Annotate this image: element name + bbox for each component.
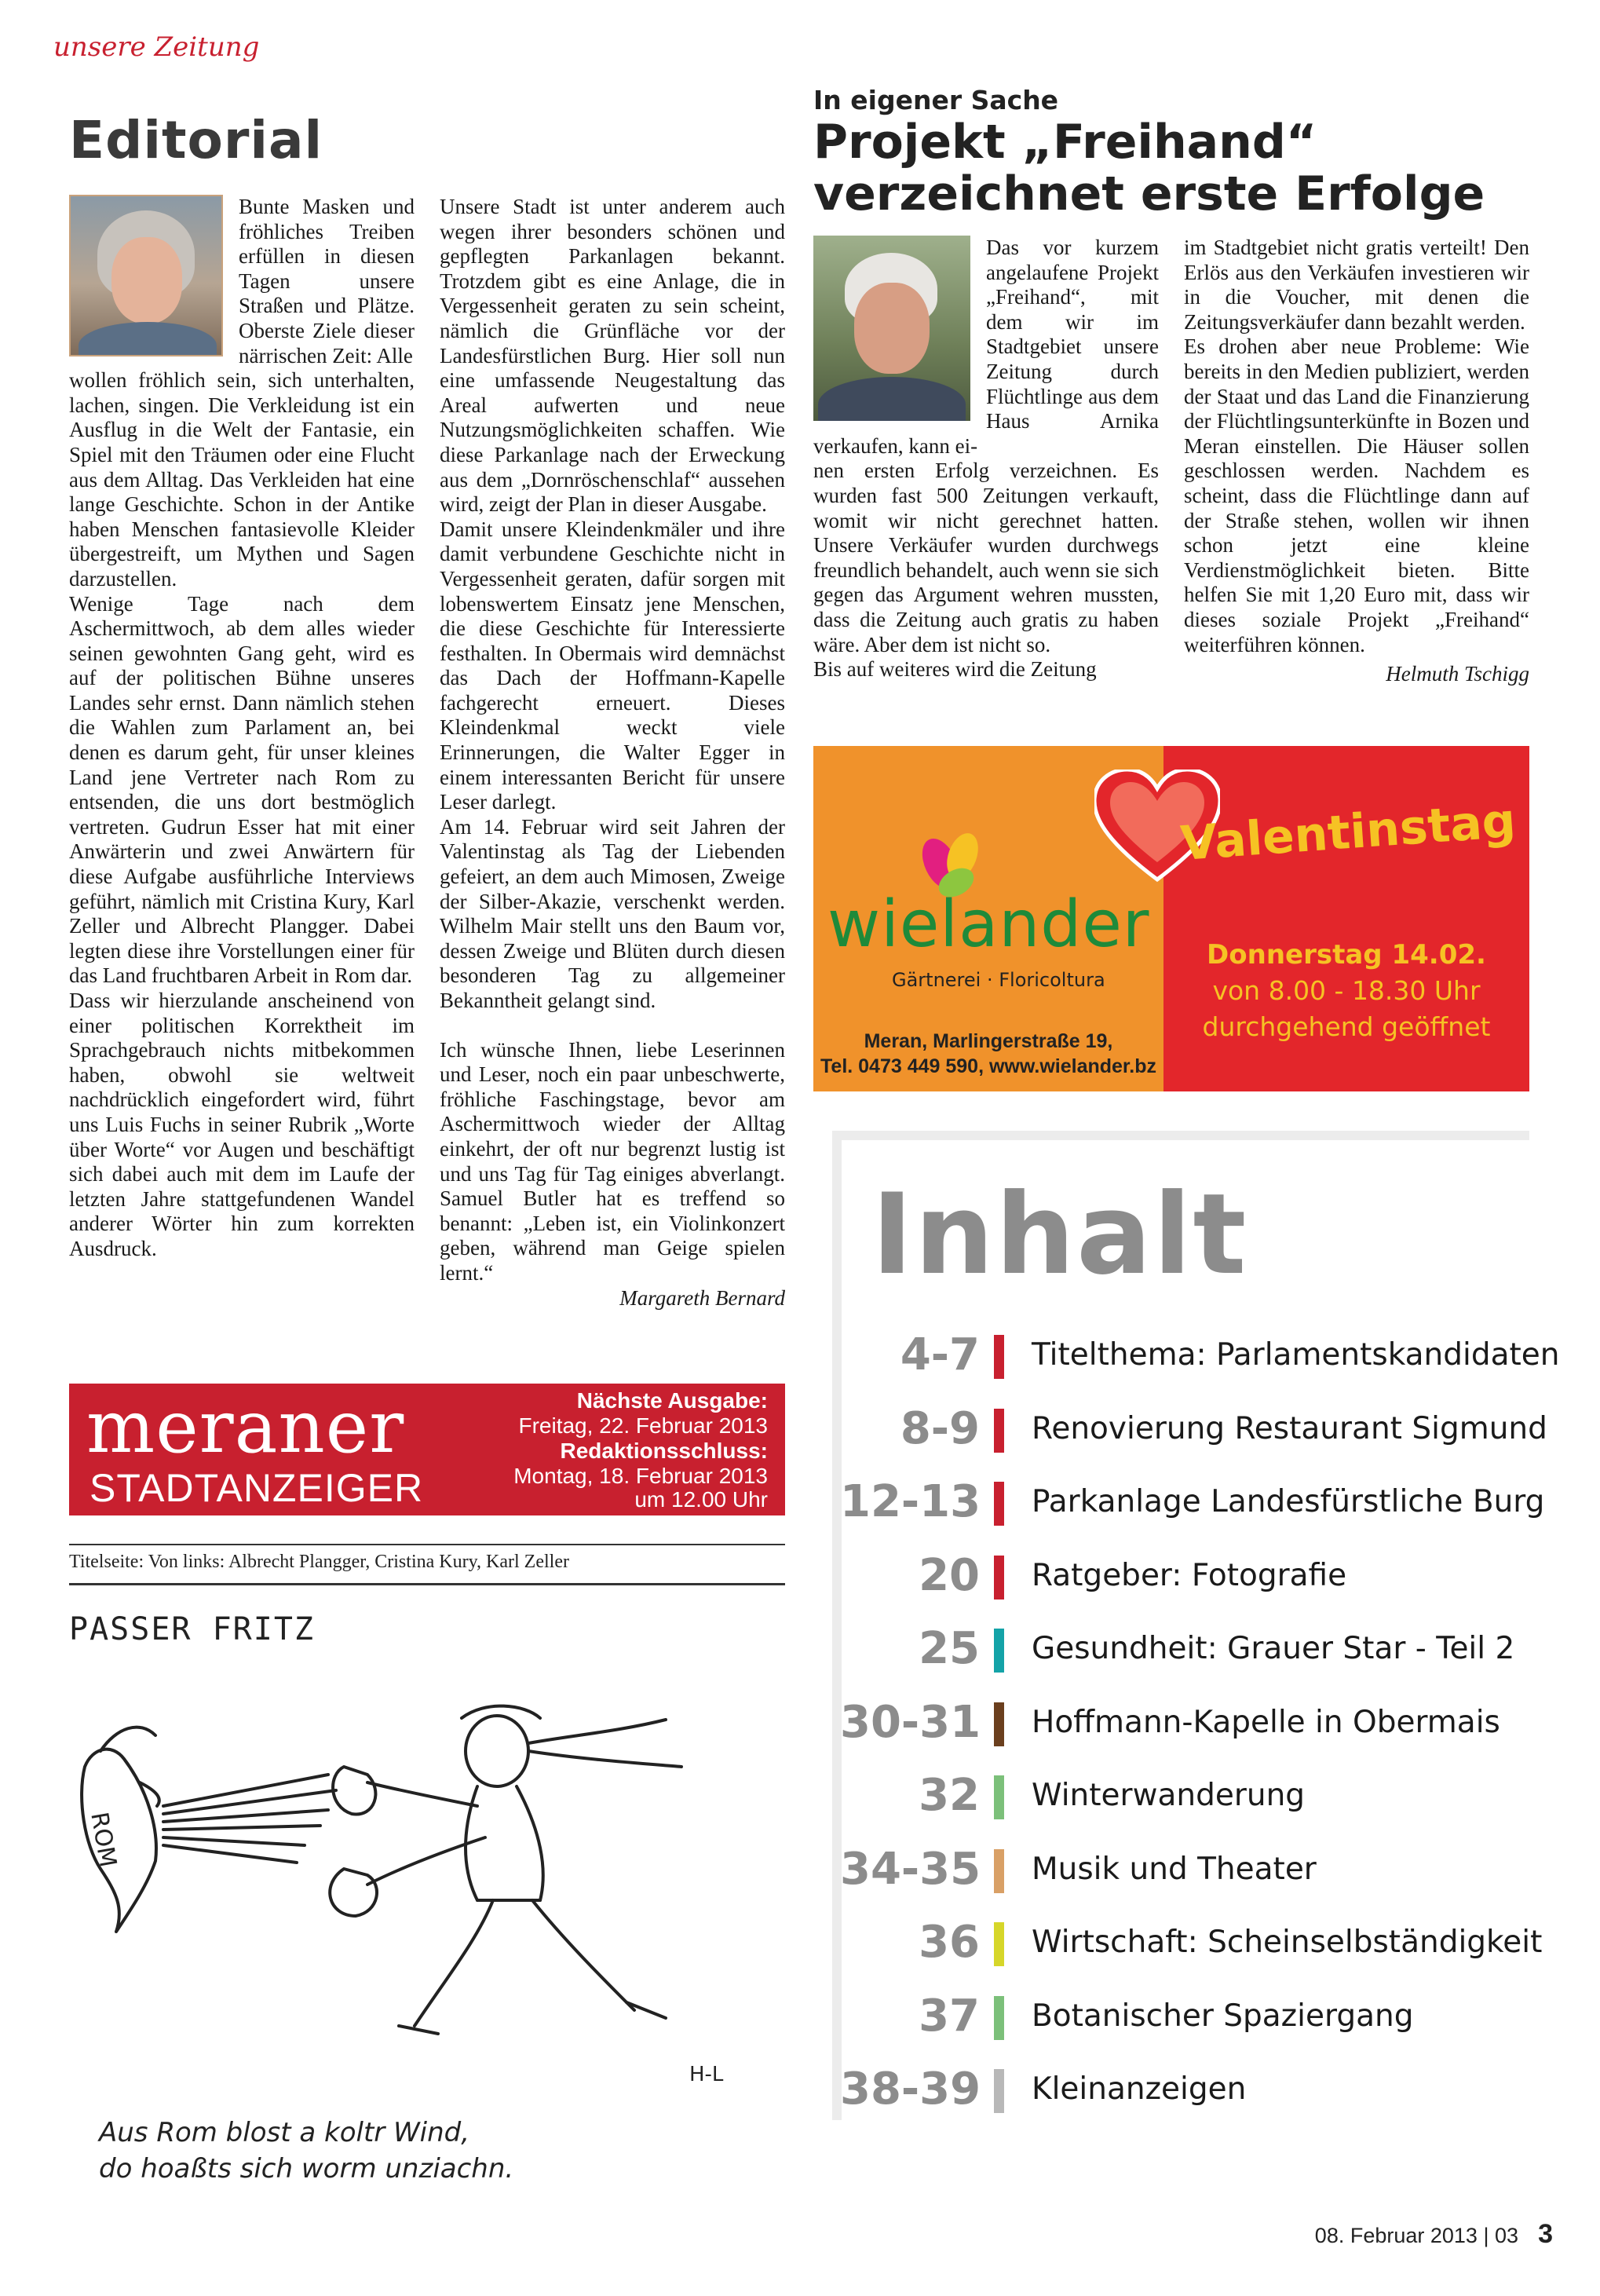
ad-headline: Valentinstag (1178, 793, 1518, 872)
toc-item-color-bar (994, 1775, 1004, 1819)
editorial-signature: Margareth Bernard (619, 1285, 785, 1310)
page-number: 3 (1538, 2219, 1553, 2249)
next-issue-label: Nächste Ausgabe: (576, 1388, 768, 1413)
toc-item-label: Titelthema: Parlamentskandidaten (1032, 1337, 1560, 1373)
toc-item-pages: 8-9 (900, 1402, 980, 1454)
editorial-para-2: Wenige Tage nach dem Aschermittwoch, ab dem alles wieder seinen gewohnten Gang geht, wird es auf der politischen Bühne unseres Landes sehr ernst. Dann nämlich stehen die Wahlen zum Parlament an, bei denen es darum geht, für unser kleines Land jene Vertreter nach Rom zu entsenden, die uns dort bestmöglich vertreten. Gudrun Esser hat mit einer Anwärterin und zwei Anwärtern für diese Aufgabe ausführliche Interviews geführt, nämlich mit Cristina Kury, Karl Zeller und Albrecht Plangger. Dabei legten diese ihre Vorstellungen einer für das Land fruchtbaren Arbeit in Rom dar. (69, 591, 415, 988)
portrait-body (79, 322, 217, 356)
project-kicker: In eigener Sache (813, 85, 1059, 115)
toc-item[interactable] (840, 1618, 1547, 1680)
editorial-para-5: Damit unsere Kleindenkmäler und ihre damit verbundene Geschichte nicht in Vergessenheit geraten, dafür sorgen mit lobenswertem Einsatz jene Menschen, die diese Geschichte für Interessierte festhalten. In Obermais wird demnächst das Dach der Hoffmann-Kapelle fachgerecht erneuert. Dieses Kleindenkmal weckt viele Erinnerungen, die Walter Egger in einem interessanten Bericht für unsere Leser darlegt. (440, 517, 785, 814)
ad-date: Donnerstag 14.02. (1207, 939, 1486, 971)
cartoon-monogram: H-L (689, 2063, 724, 2086)
project-signature: Helmuth Tschigg (1386, 662, 1529, 686)
project-para-2: Bis auf weiteres wird die Zeitung (813, 657, 1097, 682)
portrait-face (111, 237, 182, 324)
toc-item[interactable] (840, 1324, 1560, 1387)
project-column-1 (813, 236, 1159, 682)
editorial-para-6: Am 14. Februar wird seit Jahren der Valentinstag als Tag der Liebenden gefeiert, an dem auch Mimosen, Zweige der Silber-Akazie, verschenkt werden. Wilhelm Mair stellt uns den Baum vor, dessen Zweige und Blüten durch diesen besonderen Tag zu allgemeiner Bekanntheit gelangt sind. (440, 814, 785, 1012)
toc-item[interactable] (840, 1985, 1547, 2048)
toc-item[interactable] (840, 1691, 1547, 1754)
ad-address: Meran, Marlingerstraße 19, (864, 1030, 1113, 1052)
next-issue-date: Freitag, 22. Februar 2013 (518, 1413, 768, 1438)
masthead-box (69, 1384, 785, 1515)
toc-item[interactable] (840, 1764, 1547, 1827)
ad-open: durchgehend geöffnet (1202, 1011, 1491, 1042)
toc-item[interactable] (840, 1911, 1547, 1974)
toc-item-label: Gesundheit: Grauer Star - Teil 2 (1032, 1631, 1515, 1666)
editorial-column-1 (69, 195, 415, 1262)
ad-brand-subtitle: Gärtnerei · Floricoltura (892, 969, 1105, 991)
editorial-para-7: Ich wünsche Ihnen, liebe Leserinnen und Leser, noch ein paar unbeschwerte, fröhliche Faschingstage, bevor am Aschermittwoch wieder der Alltag einkehrt, der oft nur begrenzt lustig ist und uns Tag für Tag einiges abverlangt. Samuel Butler hat es treffend so benannt: „Leben ist, ein Violinkonzert geben, während man Geige spielen lernt.“ (440, 1037, 785, 1285)
project-title-line-1: Projekt „Freihand“ (813, 115, 1317, 170)
cartoon-title: PASSER FRITZ (69, 1611, 315, 1647)
toc-item-label: Wirtschaft: Scheinselbständigkeit (1032, 1925, 1543, 1960)
toc-item-pages: 38-39 (840, 2064, 981, 2115)
toc-item-label: Kleinanzeigen (1032, 2071, 1247, 2107)
toc-item-color-bar (994, 1849, 1004, 1893)
ad-brand: wielander (827, 887, 1150, 962)
toc-item-color-bar (994, 1702, 1004, 1746)
editorial-author-photo (69, 195, 223, 356)
toc-item-color-bar (994, 1335, 1004, 1379)
toc-item[interactable] (840, 1838, 1547, 1901)
project-title-line-2: verzeichnet erste Erfolge (813, 166, 1485, 221)
toc-item-color-bar (994, 1556, 1004, 1600)
toc-item-label: Ratgeber: Fotografie (1032, 1557, 1347, 1593)
deadline-label: Redaktionsschluss: (560, 1439, 768, 1463)
toc-item-label: Parkanlage Landesfürstliche Burg (1032, 1484, 1545, 1519)
ad-phone: Tel. 0473 449 590, www.wielander.bz (820, 1055, 1156, 1077)
project-column-2 (1184, 236, 1529, 687)
toc-item[interactable] (840, 1398, 1547, 1461)
toc-item-color-bar (994, 1996, 1004, 2040)
toc-item-pages: 25 (919, 1623, 980, 1674)
toc-item-label: Musik und Theater (1032, 1851, 1317, 1887)
toc-title: Inhalt (871, 1170, 1248, 1300)
toc-item-color-bar (994, 2069, 1004, 2113)
cartoon-caption-2: do hoaßts sich worm unziachn. (99, 2153, 514, 2184)
toc-item-pages: 34-35 (840, 1843, 981, 1895)
toc-item-pages: 4-7 (900, 1329, 980, 1380)
cover-caption: Titelseite: Von links: Albrecht Plangger, Cristina Kury, Karl Zeller (69, 1552, 569, 1572)
toc-item-color-bar (994, 1409, 1004, 1453)
project-intro-text: Das vor kurzem angelaufene Projekt „Freihand“, mit dem wir im Stadtgebiet unsere Zeitung durch Flüchtlinge aus dem Haus Arnika verkaufen, kann ei- (813, 236, 1159, 458)
toc-item-color-bar (994, 1482, 1004, 1526)
toc-item-color-bar (994, 1629, 1004, 1673)
project-para-1: nen ersten Erfolg verzeichnen. Es wurden fast 500 Zeitungen verkauft, womit wir nicht gerechnet hatten. Unsere Verkäufer wurden durchwegs freundlich behandelt, auch wenn sie sich gegen das Argument wehren mussten, dass die Zeitung auch gratis zu haben wäre. Aber dem ist nicht so. (813, 459, 1159, 656)
project-para-3: im Stadtgebiet nicht gratis verteilt! Den Erlös aus den Verkäufen investieren wir in die Voucher, mit denen die Zeitungsverkäufer dann bezahlt werden. (1184, 236, 1529, 334)
editorial-para-1: wollen fröhlich sein, sich unterhalten, lachen, singen. Die Verkleidung ist ein Ausflug in die Welt der Fantasie, ein Spiel mit den Träumen oder eine Flucht aus dem Alltag. Das Verkleiden hat eine lange Geschichte. Schon in der Antike haben Menschen fantasievolle Kleider übergestreift, um Mythen und Sagen darzustellen. (69, 368, 415, 590)
toc-item-label: Winterwanderung (1032, 1778, 1306, 1813)
deadline-date: Montag, 18. Februar 2013 (513, 1464, 768, 1488)
header-logo: unsere Zeitung (53, 31, 260, 63)
cover-caption-rule (69, 1544, 785, 1545)
portrait-body (818, 377, 966, 421)
masthead-brand: meraner (86, 1385, 405, 1469)
editorial-para-3: Dass wir hierzulande anscheinend von einer politischen Korrektheit im Sprachgebrauch nichts mitbekommen haben, obwohl sie weltweit nachdrücklich eingefordert wird, führt uns Luis Fuchs in seiner Rubrik „Worte über Worte“ vor Augen und beschäftigt sich dabei auch mit dem im Laufe der letzten Jahre stattgefundenen Wandel anderer Wörter hin zum korrekten Ausdruck. (69, 989, 415, 1260)
editorial-intro-text: Bunte Masken und fröhliches Treiben erfüllen in diesen Tagen unsere Straßen und Plätze. Oberste Ziele dieser närrischen Zeit: Alle (239, 195, 415, 367)
toc-item[interactable] (840, 2058, 1547, 2121)
ad-hours: von 8.00 - 18.30 Uhr (1212, 975, 1481, 1006)
toc-item-label: Botanischer Spaziergang (1032, 1998, 1414, 2034)
editorial-column-2 (440, 195, 785, 1311)
cover-caption-rule-bottom (69, 1583, 785, 1585)
toc-item-pages: 20 (919, 1549, 980, 1601)
cartoon-caption-1: Aus Rom blost a koltr Wind, (99, 2117, 470, 2148)
portrait-face (854, 283, 930, 374)
toc-item[interactable] (840, 1545, 1547, 1607)
deadline-time: um 12.00 Uhr (634, 1487, 768, 1512)
wielander-ad[interactable] (813, 746, 1529, 1091)
project-para-4: Es drohen aber neue Probleme: Wie bereits in den Medien publiziert, werden der Staat und das Land die Finanzierung der Flüchtlingsunterkünfte in Bozen und Meran einstellen. Die Häuser sollen geschlossen werden. Nachdem es scheint, dass die Flüchtlinge dann auf der Straße stehen, wollen wir ihnen schon jetzt eine kleine Verdienstmöglichkeit bieten. Bitte helfen Sie mit 1,20 Euro mit, dass wir dieses soziale Projekt „Freihand“ weiterführen können. (1184, 335, 1529, 656)
toc-item-pages: 12-13 (840, 1476, 981, 1527)
ad-right-panel (1163, 746, 1529, 1091)
masthead-brand-sub: STADTANZEIGER (89, 1466, 424, 1510)
toc-item-pages: 36 (919, 1917, 980, 1968)
project-author-photo (813, 236, 970, 421)
toc-item[interactable] (840, 1471, 1547, 1534)
editorial-title: Editorial (69, 110, 323, 170)
editorial-para-4: Unsere Stadt ist unter anderem auch wegen ihrer besonders schönen und gepflegten Parkanlagen bekannt. Trotzdem gibt es eine Anlage, die in Vergessenheit geraten zu sein scheint, nämlich die Grünfläche vor der Landesfürstlichen Burg. Hier soll nun eine umfassende Neugestaltung das Areal aufwerten und neue Nutzungsmöglichkeiten schaffen. Wie diese Parkanlage nach der Erweckung aus dem „Dornröschenschlaf“ aussehen wird, zeigt der Plan in dieser Ausgabe. (440, 195, 785, 517)
toc-item-label: Renovierung Restaurant Sigmund (1032, 1410, 1547, 1446)
toc-item-pages: 37 (919, 1990, 980, 2042)
toc-item-pages: 30-31 (840, 1696, 981, 1748)
cartoon-drawing (69, 1657, 785, 2097)
cartoon-rom-label: ROM (85, 1810, 122, 1870)
toc-item-pages: 32 (919, 1770, 980, 1821)
toc-item-label: Hoffmann-Kapelle in Obermais (1032, 1704, 1500, 1740)
toc-item-color-bar (994, 1922, 1004, 1966)
footer-date: 08. Februar 2013 | 03 (1314, 2224, 1518, 2247)
